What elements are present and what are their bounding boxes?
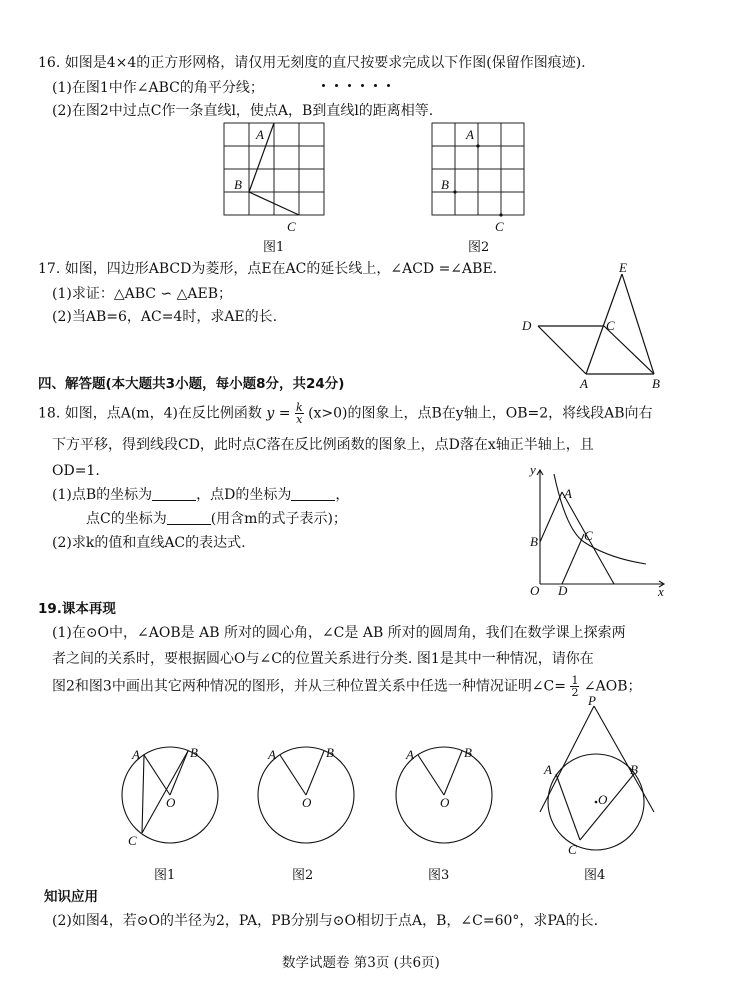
label-c: C [495, 219, 504, 234]
center-point [595, 801, 598, 804]
q16-part1: (1)在图1中作∠ABC的角平分线； [52, 80, 264, 96]
frac-denominator: 2 [571, 686, 579, 699]
answer-blank-c[interactable] [167, 510, 211, 525]
q19-title-text: 课本再现 [61, 601, 116, 617]
q18-line3: OD=1. [52, 463, 100, 479]
q18-p1a: (1)点B的坐标为 [52, 487, 153, 503]
q18-figure [518, 462, 668, 602]
axes [537, 470, 664, 587]
q18-line1 [38, 402, 653, 425]
label-a: A [544, 762, 552, 777]
rhombus-and-triangle [538, 274, 654, 374]
q19-line3-start: 图2和图3中画出其它两种情况的图形，并从三种位置关系中任选一种情况证明∠C= [52, 678, 566, 695]
label-b: B [234, 177, 242, 192]
label-o: O [530, 583, 540, 598]
fig4-caption: 图4 [584, 868, 606, 883]
label-e: E [619, 260, 627, 275]
q17-figure [520, 262, 670, 390]
label-a: A [564, 486, 572, 501]
label-a: A [466, 127, 474, 142]
label-o: O [440, 795, 450, 810]
point-b [453, 190, 456, 193]
q16-figure-2 [432, 123, 536, 233]
point-a [476, 144, 479, 147]
q16-stem [38, 54, 586, 72]
label-b: B [464, 745, 472, 760]
q18-part2: (2)求k的值和直线AC的表达式. [52, 535, 246, 551]
label-b: B [652, 376, 660, 391]
q19-figure-4 [528, 694, 678, 860]
q19-part1-line1: (1)在⊙O中，∠AOB是 AB 所对的圆心角，∠C是 AB 所对的圆周角，我们在数学课上探索两 [52, 625, 626, 641]
central-angle [280, 751, 324, 795]
frac-numerator: 1 [571, 674, 579, 687]
label-o: O [598, 792, 608, 807]
label-a: A [406, 747, 414, 762]
central-angle [418, 751, 462, 795]
page-footer: 数学试题卷 第3页 (共6页) [282, 955, 440, 971]
label-a: A [580, 376, 588, 391]
label-o: O [166, 795, 176, 810]
q17-stem-text: 如图，四边形ABCD为菱形，点E在AC的延长线上，∠ACD =∠ABE. [64, 261, 498, 277]
label-c: C [584, 528, 593, 543]
angles [142, 751, 188, 833]
label-c: C [128, 833, 137, 848]
q16-fig1-labels [224, 123, 328, 233]
q19-part1-line2: 者之间的关系时，要根据圆心O与∠C的位置关系进行分类. 图1是其中一种情况，请你在 [52, 651, 594, 667]
function-y: y = [266, 405, 291, 422]
q18-number: 18. [38, 405, 61, 422]
label-b: B [190, 745, 198, 760]
label-a: A [268, 747, 276, 762]
q17-part2: (2)当AB=6，AC=4时，求AE的长. [52, 309, 278, 325]
fig1-caption: 图1 [263, 240, 285, 255]
q17-stem [38, 260, 497, 278]
q19-title [38, 600, 116, 618]
q18-p1d: 点C的坐标为 [86, 511, 167, 527]
q19-subtitle: 知识应用 [44, 889, 98, 905]
q16-number: 16. [38, 55, 61, 71]
q19-part2: (2)如图4，若⊙O的半径为2，PA，PB分别与⊙O相切于点A，B，∠C=60°，求PA的长. [52, 913, 599, 929]
q16-part2: (2)在图2中过点C作一条直线l，使点A，B到直线l的距离相等. [52, 103, 434, 119]
label-d: D [522, 318, 532, 333]
answer-blank-b[interactable] [152, 486, 196, 501]
q18-p1e: (用含m的式子表示)； [210, 511, 347, 527]
q18-part1-row1 [52, 486, 349, 504]
q17-number: 17. [38, 261, 61, 277]
label-c: C [606, 318, 615, 333]
segments [540, 492, 614, 584]
q19-figure-1 [118, 745, 228, 849]
fraction-k-over-x [295, 402, 304, 425]
tangent-lines [540, 706, 654, 812]
q17-part1: (1)求证：△ABC ∽ △AEB； [52, 286, 232, 302]
label-b: B [326, 745, 334, 760]
label-b: B [441, 177, 449, 192]
q16-stem-text: 如图是4×4的正方形网格，请仅用无刻度的直尺按要求完成以下作图(保留作图痕迹). [64, 55, 586, 71]
frac-denominator: x [296, 413, 303, 426]
label-c: C [287, 219, 296, 234]
q19-number: 19. [38, 601, 62, 617]
label-o: O [302, 795, 312, 810]
label-y: y [530, 462, 536, 477]
q18-line1-start: 如图，点A(m，4)在反比例函数 [64, 405, 262, 422]
emphasis-dots [322, 72, 400, 91]
chords [556, 774, 634, 840]
label-c: C [568, 842, 577, 857]
section-title: 四、解答题(本大题共3小题，每小题8分，共24分) [38, 376, 345, 392]
label-d: D [558, 583, 568, 598]
point-c [499, 213, 502, 216]
q18-p1b: ，点D的坐标为 [196, 487, 292, 503]
grid [432, 123, 524, 215]
answer-blank-d[interactable] [291, 486, 335, 501]
label-b: B [630, 762, 638, 777]
fig3-caption: 图3 [428, 868, 450, 883]
label-b: B [530, 534, 538, 549]
label-a: A [256, 127, 264, 142]
q18-part1-row2 [86, 510, 347, 528]
q19-figure-3 [392, 745, 502, 849]
q18-line1-end: (x>0)的图象上，点B在y轴上，OB=2，将线段AB向右 [308, 405, 653, 422]
fig2-caption: 图2 [292, 868, 314, 883]
fig1-caption: 图1 [154, 868, 176, 883]
frac-numerator: k [295, 401, 303, 414]
q19-line3-end: ∠AOB； [583, 678, 642, 695]
q18-p1c: ， [335, 487, 350, 503]
fig2-caption: 图2 [468, 240, 490, 255]
q19-figure-2 [254, 745, 364, 849]
label-x: x [658, 584, 664, 599]
label-a: A [132, 747, 140, 762]
label-p: P [588, 693, 596, 708]
q18-line2: 下方平移，得到线段CD，此时点C落在反比例函数的图象上，点D落在x轴正半轴上，且 [52, 437, 594, 453]
